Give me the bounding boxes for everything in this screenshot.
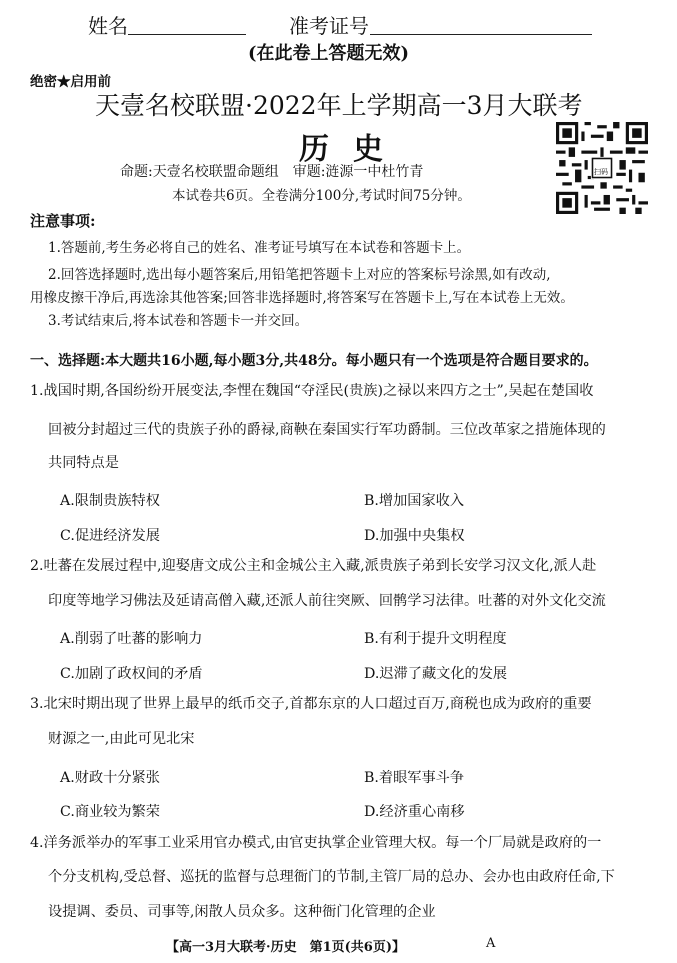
notice-heading: 注意事项: [30,212,96,230]
secret-label: 绝密★启用前 [30,74,111,90]
exam-id-blank[interactable] [370,14,592,35]
exam-title: 天壹名校联盟·2022年上学期高一3月大联考 [95,91,583,120]
notice-item: 用橡皮擦干净后,再选涂其他答案;回答非选择题时,将答案写在答题卡上,写在本试卷上无效。 [30,290,574,306]
qr-center-label: 扫码 [594,168,608,176]
exam-info: 本试卷共6页。全卷满分100分,考试时间75分钟。 [172,188,471,204]
question-3-option-b: B.着眼军事斗争 [364,770,465,786]
question-4-line: 4.洋务派举办的军事工业采用官办模式,由官吏执掌企业管理大权。每一个厂局就是政府的一 [30,835,602,851]
question-3-line: 3.北宋时期出现了世界上最早的纸币交子,首都东京的人口超过百万,商税也成为政府的重要 [30,696,592,712]
paper-version: A [486,936,496,951]
question-3-option-c: C.商业较为繁荣 [60,804,160,820]
subject-title: 历史 [299,132,407,167]
notice-item: 1.答题前,考生务必将自己的姓名、准考证号填写在本试卷和答题卡上。 [48,240,471,256]
authors-line: 命题:天壹名校联盟命题组 审题:涟源一中杜竹青 [120,164,424,180]
question-1-option-a: A.限制贵族特权 [60,493,160,509]
question-2-option-d: D.迟滞了藏文化的发展 [364,666,508,682]
question-1-option-c: C.促进经济发展 [60,528,160,544]
question-3-option-d: D.经济重心南移 [364,804,465,820]
question-3-line: 财源之一,由此可见北宋 [48,731,195,747]
question-1-line: 共同特点是 [48,455,119,471]
section-heading: 一、选择题:本大题共16小题,每小题3分,共48分。每小题只有一个选项是符合题目要求的。 [30,353,598,369]
question-1-option-b: B.增加国家收入 [364,493,465,509]
question-2-line: 2.吐蕃在发展过程中,迎娶唐文成公主和金城公主入藏,派贵族子弟到长安学习汉文化,派人赴 [30,558,597,574]
question-4-line: 设提调、委员、司事等,闲散人员众多。这种衙门化管理的企业 [48,904,436,920]
name-label: 姓名 [88,14,128,38]
question-1-option-d: D.加强中央集权 [364,528,465,544]
invalid-note: (在此卷上答题无效) [248,43,410,64]
question-2-option-c: C.加剧了政权间的矛盾 [60,666,203,682]
notice-item: 2.回答选择题时,选出每小题答案后,用铅笔把答题卡上对应的答案标号涂黑,如有改动, [48,267,551,283]
question-1-line: 回被分封超过三代的贵族子孙的爵禄,商鞅在秦国实行军功爵制。三位改革家之措施体现的 [48,422,606,438]
question-3-option-a: A.财政十分紧张 [60,770,160,786]
name-blank[interactable] [128,14,246,35]
question-1-line: 1.战国时期,各国纷纷开展变法,李悝在魏国“夺淫民(贵族)之禄以来四方之士”,吴起在楚国收 [30,383,594,399]
question-4-line: 个分支机构,受总督、巡抚的监督与总理衙门的节制,主管厂局的总办、会办也由政府任命,下 [48,869,615,885]
question-2-option-b: B.有利于提升文明程度 [364,631,507,647]
notice-item: 3.考试结束后,将本试卷和答题卡一并交回。 [48,313,309,329]
page-footer: 【高一3月大联考·历史 第1页(共6页)】 [166,940,405,955]
exam-id-label: 准考证号 [289,14,369,38]
question-2-line: 印度等地学习佛法及延请高僧入藏,还派人前往突厥、回鹘学习法律。吐蕃的对外文化交流 [48,593,606,609]
question-2-option-a: A.削弱了吐蕃的影响力 [60,631,203,647]
